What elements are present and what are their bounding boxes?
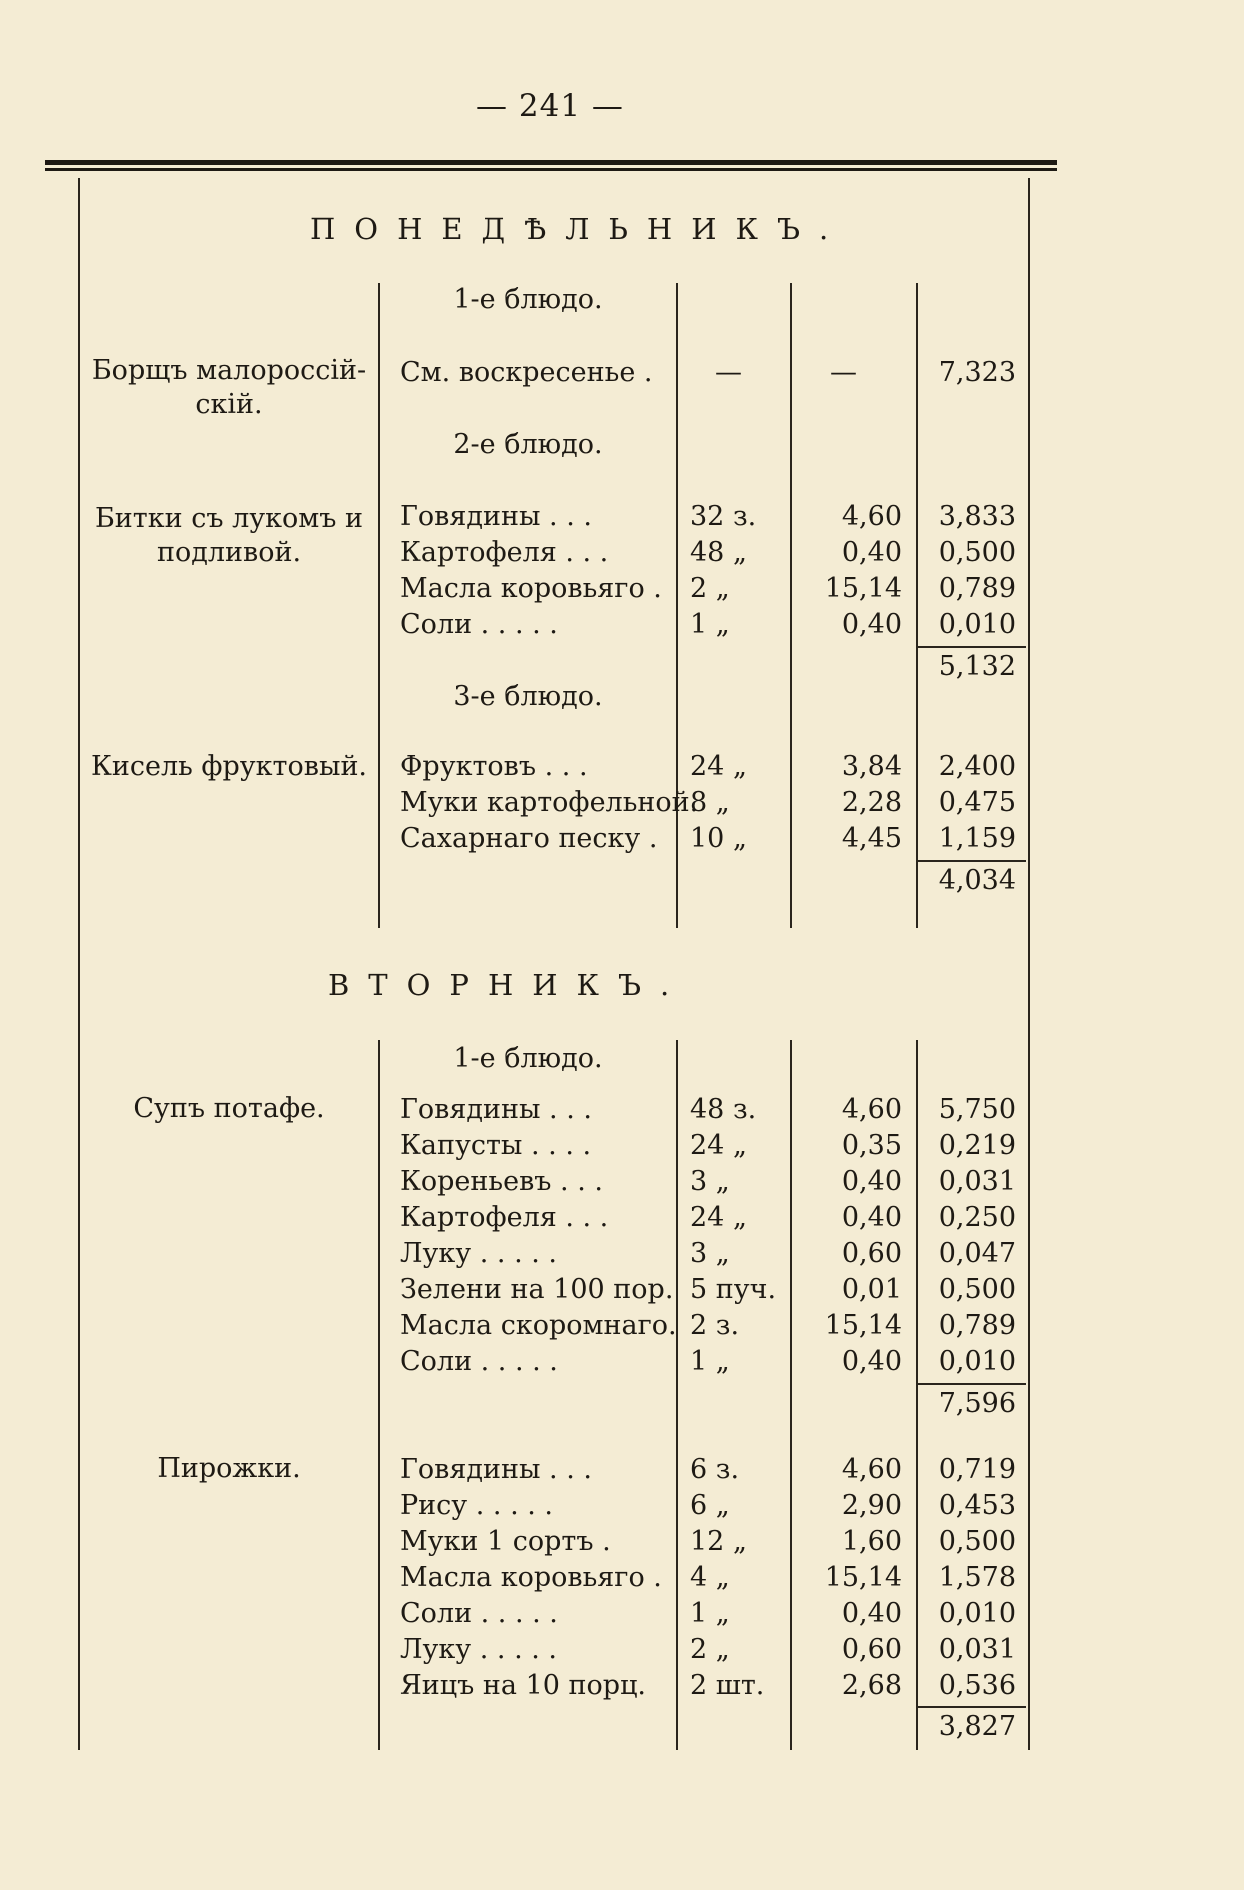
ingredient: Масла коровьяго .: [400, 573, 662, 604]
qty: 2 „: [690, 573, 730, 604]
price: 0,60: [841, 1634, 902, 1665]
ingredient: Картофеля . . .: [400, 1202, 609, 1233]
price: 3,84: [841, 751, 902, 782]
ingredient: Зелени на 100 пор.: [400, 1274, 674, 1305]
sum-rule: [916, 646, 1026, 648]
qty: 6 з.: [690, 1454, 740, 1485]
ingredient: Сахарнаго песку .: [400, 823, 658, 854]
course-heading: 1-е блюдо.: [453, 284, 603, 315]
price: 0,40: [841, 1346, 902, 1377]
qty: 1 „: [690, 1598, 730, 1629]
price: 0,60: [841, 1238, 902, 1269]
ingredient: Капусты . . . .: [400, 1130, 592, 1161]
day-title-monday: ПОНЕДѢЛЬНИКЪ.: [310, 212, 848, 246]
price: 2,90: [841, 1490, 902, 1521]
cost: 1,159: [938, 823, 1016, 854]
cost: 0,789: [938, 1310, 1016, 1341]
qty: 48 з.: [690, 1094, 757, 1125]
top-rule: [45, 160, 1057, 165]
ingredient: Соли . . . . .: [400, 1346, 558, 1377]
col-divider-qty: [676, 283, 678, 928]
qty: 10 „: [690, 823, 747, 854]
qty: 3 „: [690, 1166, 730, 1197]
price: 2,68: [841, 1670, 902, 1701]
price: 4,60: [841, 501, 902, 532]
dish-name: Борщъ малороссій-скій.: [91, 355, 367, 420]
cost: 5,750: [938, 1094, 1016, 1125]
cost: 0,010: [938, 609, 1016, 640]
ingredient: Луку . . . . .: [400, 1634, 558, 1665]
qty: 48 „: [690, 537, 747, 568]
price: 2,28: [841, 787, 902, 818]
qty: 2 з.: [690, 1310, 740, 1341]
cost: 0,500: [938, 1526, 1016, 1557]
qty: 32 з.: [690, 501, 757, 532]
qty: 12 „: [690, 1526, 747, 1557]
price: 0,40: [841, 537, 902, 568]
price: 15,14: [824, 1310, 902, 1341]
sum-rule: [916, 1383, 1026, 1385]
price: 4,45: [841, 823, 902, 854]
cost: 3,833: [938, 501, 1016, 532]
price: 0,40: [841, 1598, 902, 1629]
qty: 24 „: [690, 751, 747, 782]
ingredient: Масла скоромнаго.: [400, 1310, 677, 1341]
cost: 0,500: [938, 1274, 1016, 1305]
sum-rule: [916, 1706, 1026, 1708]
price: 1,60: [841, 1526, 902, 1557]
qty: 24 „: [690, 1202, 747, 1233]
price-dash: —: [830, 357, 857, 388]
qty: 5 пуч.: [690, 1274, 777, 1305]
ingredient: Муки 1 сортъ .: [400, 1526, 611, 1557]
qty: 1 „: [690, 609, 730, 640]
ingredient: Масла коровьяго .: [400, 1562, 662, 1593]
dish-name: Пирожки.: [157, 1453, 301, 1484]
dish-name: Кисель фруктовый.: [90, 751, 368, 782]
ingredient: Соли . . . . .: [400, 1598, 558, 1629]
cost: 2,400: [938, 751, 1016, 782]
price: 4,60: [841, 1454, 902, 1485]
cost: 0,031: [938, 1634, 1016, 1665]
cost: 7,323: [938, 357, 1016, 388]
ingredient: Говядины . . .: [400, 1454, 592, 1485]
cost: 0,500: [938, 537, 1016, 568]
cost: 0,536: [938, 1670, 1016, 1701]
cost: 0,250: [938, 1202, 1016, 1233]
page-number: — 241 —: [476, 88, 624, 124]
course-heading: 3-е блюдо.: [453, 681, 603, 712]
cost: 1,578: [938, 1562, 1016, 1593]
cost: 0,789: [938, 573, 1016, 604]
day-title-tuesday: ВТОРНИКЪ.: [328, 968, 689, 1002]
sum-rule: [916, 860, 1026, 862]
cost: 0,010: [938, 1346, 1016, 1377]
price: 0,01: [841, 1274, 902, 1305]
dish-total: 5,132: [938, 651, 1016, 682]
ingredient: Говядины . . .: [400, 1094, 592, 1125]
price: 0,35: [841, 1130, 902, 1161]
dish-total: 7,596: [938, 1388, 1016, 1419]
qty: 4 „: [690, 1562, 730, 1593]
ingredient: Картофеля . . .: [400, 537, 609, 568]
ingredient: Говядины . . .: [400, 501, 592, 532]
ingredient: Соли . . . . .: [400, 609, 558, 640]
course-heading: 1-е блюдо.: [453, 1043, 603, 1074]
cost: 0,453: [938, 1490, 1016, 1521]
price: 0,40: [841, 609, 902, 640]
top-rule-thin: [45, 168, 1057, 171]
dish-name: Битки съ лукомъ и подливой.: [94, 503, 364, 568]
qty-dash: —: [715, 357, 742, 388]
ingredient: Яицъ на 10 порц.: [400, 1670, 647, 1701]
price: 0,40: [841, 1166, 902, 1197]
qty: 24 „: [690, 1130, 747, 1161]
cost: 0,031: [938, 1166, 1016, 1197]
cost: 0,219: [938, 1130, 1016, 1161]
qty: 6 „: [690, 1490, 730, 1521]
course-heading: 2-е блюдо.: [453, 429, 603, 460]
dish-total: 4,034: [938, 865, 1016, 896]
price: 4,60: [841, 1094, 902, 1125]
col-divider-dish-2: [378, 1040, 380, 1750]
left-border: [78, 178, 80, 1750]
col-divider-dish: [378, 283, 380, 928]
ingredient: Рису . . . . .: [400, 1490, 553, 1521]
cost: 0,475: [938, 787, 1016, 818]
cost: 0,719: [938, 1454, 1016, 1485]
qty: 2 „: [690, 1634, 730, 1665]
price: 0,40: [841, 1202, 902, 1233]
right-border: [1028, 178, 1030, 1750]
ingredient: Фруктовъ . . .: [400, 751, 588, 782]
cost: 0,010: [938, 1598, 1016, 1629]
qty: 3 „: [690, 1238, 730, 1269]
col-divider-qty-2: [676, 1040, 678, 1750]
ingredient: Луку . . . . .: [400, 1238, 558, 1269]
price: 15,14: [824, 573, 902, 604]
qty: 2 шт.: [690, 1670, 765, 1701]
qty: 8 „: [690, 787, 730, 818]
ingredient: Кореньевъ . . .: [400, 1166, 603, 1197]
price: 15,14: [824, 1562, 902, 1593]
ingredient: Муки картофельной.: [400, 787, 699, 818]
dish-name: Супъ потафе.: [133, 1093, 325, 1124]
cost: 0,047: [938, 1238, 1016, 1269]
ingredient: См. воскресенье .: [400, 357, 653, 388]
dish-total: 3,827: [938, 1711, 1016, 1742]
qty: 1 „: [690, 1346, 730, 1377]
